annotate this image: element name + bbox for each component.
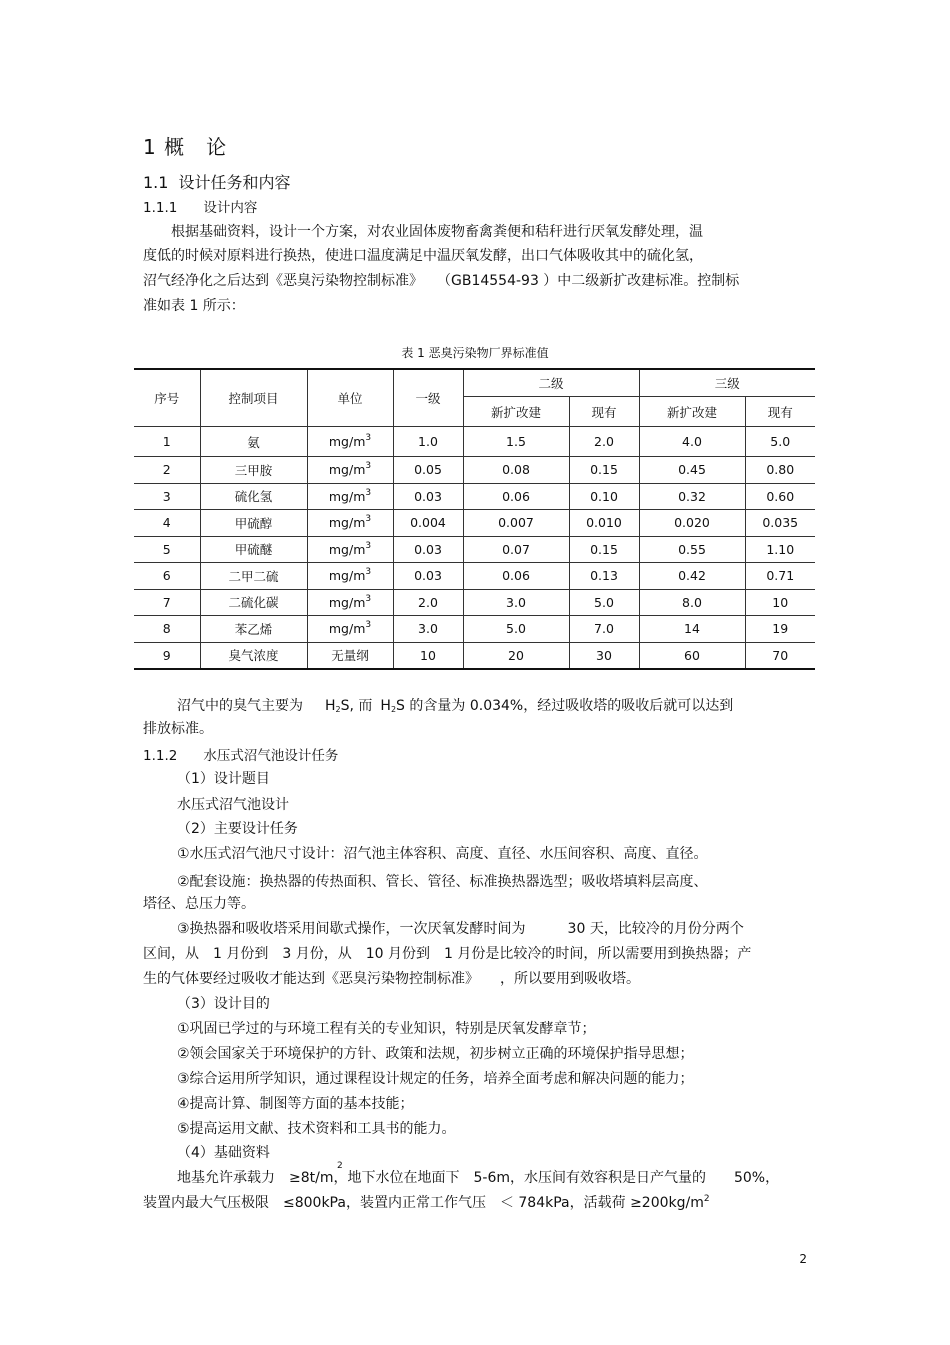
cell-l2-exist: 2.0: [569, 427, 639, 457]
cell-l2-new: 20: [463, 642, 569, 669]
cell-item: 氨: [200, 427, 307, 457]
cell-l2-new: 5.0: [463, 616, 569, 643]
cell-no: 6: [134, 563, 200, 590]
cell-l3-exist: 0.80: [745, 457, 815, 484]
standards-table: [134, 368, 815, 670]
cell-l1: 3.0: [393, 616, 463, 643]
page-number: 2: [799, 1252, 807, 1266]
header-item: 控制项目: [200, 369, 307, 427]
item-text: 装置内最大气压极限 ≤800kPa，装置内正常工作气压 ＜ 784kPa，活载荷 $\ge 200kg/m^2$: [143, 1194, 710, 1211]
cell-item: 臭气浓度: [200, 642, 307, 669]
h2s-text: 沼气中的臭气主要为: [177, 698, 303, 714]
cell-l2-new: 0.06: [463, 483, 569, 510]
item-text: 区间，从 1 月份到 3 月份，从 10 月份到 1 月份是比较冷的时间，所以需要用到换热器；产: [143, 946, 752, 962]
item-text: 生的气体要经过吸收才能达到《恶臭污染物控制标准》 ，所以要用到吸收塔。: [143, 971, 640, 987]
cell-l2-exist: 0.15: [569, 457, 639, 484]
header-level3: 三级: [639, 369, 815, 397]
cell-l3-exist: 0.035: [745, 510, 815, 537]
cell-item: 二甲二硫: [200, 563, 307, 590]
cell-l1: 1.0: [393, 427, 463, 457]
cell-item: 苯乙烯: [200, 616, 307, 643]
section-heading-1-1-2: [143, 744, 338, 764]
cell-l3-exist: 0.71: [745, 563, 815, 590]
item-title: （2）主要设计任务: [177, 821, 298, 837]
table-row: [134, 563, 815, 590]
cell-no: 8: [134, 616, 200, 643]
h2s-paragraph-line: 排放标准。: [143, 721, 213, 737]
cell-l3-exist: 10: [745, 589, 815, 616]
cell-l3-exist: 70: [745, 642, 815, 669]
table-row: [134, 642, 815, 669]
section-title: 设计任务和内容: [178, 173, 291, 192]
cell-l3-new: 0.020: [639, 510, 745, 537]
cell-l2-new: 1.5: [463, 427, 569, 457]
h2s-text: S, 而: [340, 698, 373, 714]
item-title: （4）基础资料: [177, 1145, 270, 1161]
cell-no: 1: [134, 427, 200, 457]
cell-l2-new: 3.0: [463, 589, 569, 616]
table-row: [134, 510, 815, 537]
header-level1: 一级: [393, 369, 463, 427]
cell-l3-new: 8.0: [639, 589, 745, 616]
cell-item: 甲硫醚: [200, 536, 307, 563]
item-text: ①水压式沼气池尺寸设计：沼气池主体容积、高度、直径、水压间容积、高度、直径。: [177, 846, 708, 862]
cell-l3-new: 60: [639, 642, 745, 669]
item-text: 水压式沼气池设计: [177, 797, 289, 813]
cell-item: 甲硫醇: [200, 510, 307, 537]
item-text: ③综合运用所学知识，通过课程设计规定的任务，培养全面考虑和解决问题的能力；: [177, 1071, 694, 1087]
cell-unit: $mg/m^3$: [307, 457, 393, 484]
cell-no: 9: [134, 642, 200, 669]
cell-item: 二硫化碳: [200, 589, 307, 616]
header-level2-existing: 现有: [569, 397, 639, 427]
item-title: （1）设计题目: [177, 771, 270, 787]
item-text: 地基允许承载力 ≥8t/m，地下水位在地面下 5-6m，水压间有效容积是日产气量的 50%，: [177, 1170, 780, 1186]
cell-no: 3: [134, 483, 200, 510]
cell-l3-new: 0.32: [639, 483, 745, 510]
section-number: 1.1.2: [143, 748, 178, 764]
item-text: ③换热器和吸收塔采用间歇式操作，一次厌氧发酵时间为 30 天，比较冷的月份分两个: [177, 921, 744, 937]
cell-l2-new: 0.007: [463, 510, 569, 537]
cell-no: 2: [134, 457, 200, 484]
cell-l2-exist: 0.10: [569, 483, 639, 510]
cell-l2-exist: 5.0: [569, 589, 639, 616]
cell-item: 三甲胺: [200, 457, 307, 484]
cell-l3-new: 0.45: [639, 457, 745, 484]
cell-l1: 0.03: [393, 536, 463, 563]
h2s-paragraph-line: [177, 695, 733, 715]
cell-l3-exist: 19: [745, 616, 815, 643]
h2s-formula: $H_2$: [325, 698, 341, 714]
cell-l2-exist: 0.010: [569, 510, 639, 537]
header-level3-existing: 现有: [745, 397, 815, 427]
item-text: ①巩固已学过的与环境工程有关的专业知识，特别是厌氧发酵章节；: [177, 1021, 596, 1037]
section-number: 1.1: [143, 173, 169, 192]
item-text: ⑤提高运用文献、技术资料和工具书的能力。: [177, 1121, 456, 1137]
intro-line: 沼气经净化之后达到《恶臭污染物控制标准》 （GB14554-93 ）中二级新扩改建标准。控制标: [143, 273, 740, 289]
header-level3-new: 新扩改建: [639, 397, 745, 427]
cell-l2-exist: 0.13: [569, 563, 639, 590]
table-body: [134, 427, 815, 670]
cell-l2-new: 0.08: [463, 457, 569, 484]
h2s-text: S 的含量为 0.034%，经过吸收塔的吸收后就可以达到: [396, 698, 734, 714]
cell-l1: 2.0: [393, 589, 463, 616]
cell-l1: 0.05: [393, 457, 463, 484]
intro-line: 根据基础资料，设计一个方案，对农业固体废物畜禽粪便和秸秆进行厌氧发酵处理，温: [171, 224, 703, 240]
cell-unit: $mg/m^3$: [307, 483, 393, 510]
cell-l3-exist: 5.0: [745, 427, 815, 457]
cell-l3-new: 4.0: [639, 427, 745, 457]
table-row: [134, 483, 815, 510]
cell-no: 7: [134, 589, 200, 616]
cell-l3-new: 0.42: [639, 563, 745, 590]
cell-l1: 0.004: [393, 510, 463, 537]
cell-l3-new: 0.55: [639, 536, 745, 563]
item-text: ④提高计算、制图等方面的基本技能；: [177, 1096, 414, 1112]
cell-unit: $mg/m^3$: [307, 563, 393, 590]
header-no: 序号: [134, 369, 200, 427]
section-heading-1-1-1: [143, 196, 257, 216]
cell-l2-new: 0.06: [463, 563, 569, 590]
section-title: 设计内容: [203, 200, 258, 216]
cell-l3-exist: 0.60: [745, 483, 815, 510]
cell-l3-new: 14: [639, 616, 745, 643]
table-row: [134, 536, 815, 563]
h2s-formula: $H_2$: [380, 698, 397, 714]
header-unit: 单位: [307, 369, 393, 427]
cell-item: 硫化氢: [200, 483, 307, 510]
section-heading-1-1: [143, 170, 290, 193]
cell-l1: 0.03: [393, 563, 463, 590]
cell-unit: $mg/m^3$: [307, 427, 393, 457]
item-text: ②领会国家关于环境保护的方针、政策和法规，初步树立正确的环境保护指导思想；: [177, 1046, 694, 1062]
item-text: 塔径、总压力等。: [143, 896, 255, 912]
cell-l2-exist: 30: [569, 642, 639, 669]
cell-unit: $mg/m^3$: [307, 589, 393, 616]
table-row: [134, 457, 815, 484]
chapter-heading: 1 概 论: [143, 135, 228, 159]
cell-l1: 10: [393, 642, 463, 669]
cell-l2-exist: 7.0: [569, 616, 639, 643]
table-caption: 表 1 恶臭污染物厂界标准值: [401, 346, 549, 360]
table-row: [134, 616, 815, 643]
cell-unit: $mg/m^3$: [307, 616, 393, 643]
superscript: 2: [337, 1161, 343, 1171]
cell-no: 5: [134, 536, 200, 563]
cell-no: 4: [134, 510, 200, 537]
header-level2-new: 新扩改建: [463, 397, 569, 427]
header-level2: 二级: [463, 369, 639, 397]
item-text: ②配套设施：换热器的传热面积、管长、管径、标准换热器选型；吸收塔填料层高度、: [177, 874, 708, 890]
cell-l1: 0.03: [393, 483, 463, 510]
cell-l2-exist: 0.15: [569, 536, 639, 563]
item-title: （3）设计目的: [177, 996, 270, 1012]
cell-unit: 无量纲: [307, 642, 393, 669]
section-title: 水压式沼气池设计任务: [203, 748, 339, 764]
cell-l3-exist: 1.10: [745, 536, 815, 563]
cell-unit: $mg/m^3$: [307, 536, 393, 563]
intro-line: 度低的时候对原料进行换热，使进口温度满足中温厌氧发酵，出口气体吸收其中的硫化氢，: [143, 248, 703, 264]
table-row: [134, 589, 815, 616]
section-number: 1.1.1: [143, 200, 178, 216]
table-row: [134, 427, 815, 457]
cell-l2-new: 0.07: [463, 536, 569, 563]
intro-line: 准如表 1 所示：: [143, 298, 245, 314]
cell-unit: $mg/m^3$: [307, 510, 393, 537]
